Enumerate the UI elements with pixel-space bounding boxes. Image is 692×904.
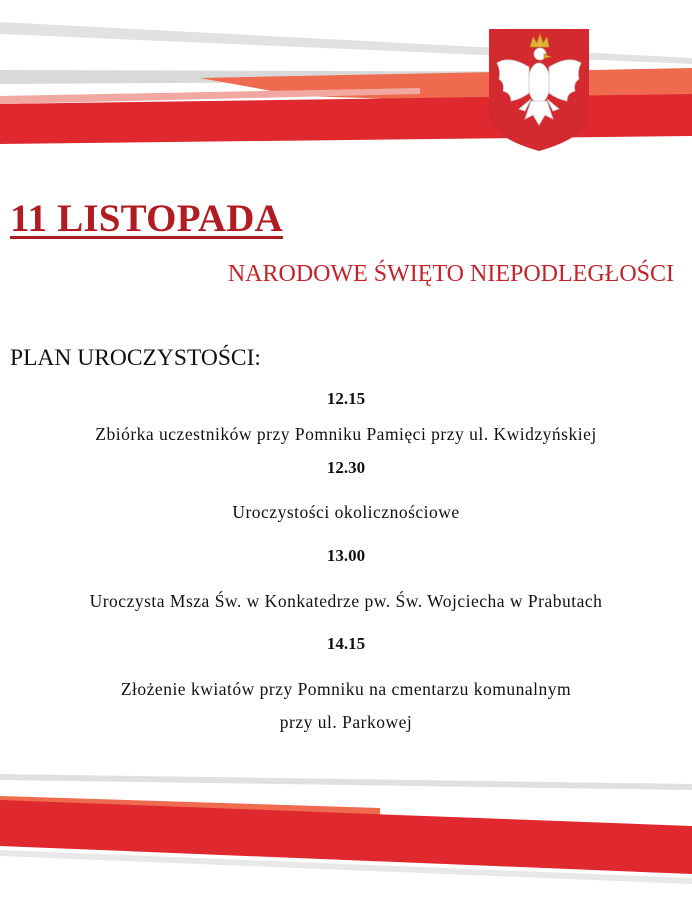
schedule-time: 12.30 bbox=[326, 458, 366, 477]
schedule-description: Złożenie kwiatów przy Pomniku na cmentarzu komunalnym bbox=[120, 679, 572, 699]
poland-emblem-icon bbox=[487, 27, 591, 153]
page-title: 11 LISTOPADA bbox=[10, 197, 283, 240]
schedule-description: Uroczysta Msza Św. w Konkatedrze pw. Św. Wojciecha w Prabutach bbox=[89, 591, 603, 611]
schedule-time: 14.15 bbox=[326, 634, 366, 653]
bottom-gray-ribbon bbox=[0, 774, 692, 790]
schedule-time: 12.15 bbox=[326, 389, 366, 408]
schedule-time: 13.00 bbox=[326, 546, 366, 565]
bottom-ribbon-decoration bbox=[0, 750, 692, 904]
page-subtitle: NARODOWE ŚWIĘTO NIEPODLEGŁOŚCI bbox=[227, 261, 674, 287]
plan-heading: PLAN UROCZYSTOŚCI: bbox=[10, 345, 261, 371]
schedule-description: Zbiórka uczestników przy Pomniku Pamięci przy ul. Kwidzyńskiej bbox=[95, 424, 597, 444]
schedule-description: przy ul. Parkowej bbox=[279, 712, 413, 732]
schedule-description: Uroczystości okolicznościowe bbox=[232, 502, 460, 522]
